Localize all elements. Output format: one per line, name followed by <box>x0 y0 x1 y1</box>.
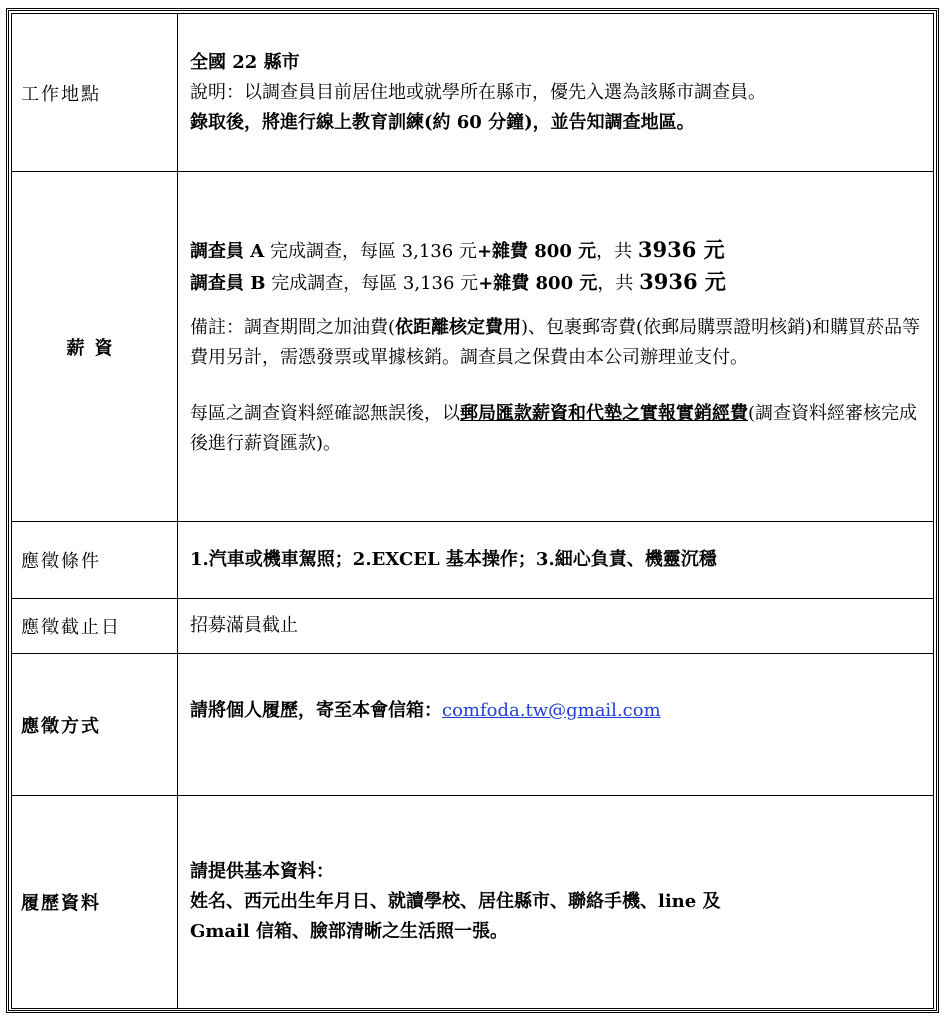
salary-a-bold: +雜費 800 元 <box>476 240 597 262</box>
location-line1: 全國 22 縣市 <box>190 51 300 73</box>
content-method <box>178 654 934 796</box>
location-line2: 說明：以調查員目前居住地或就學所在縣市，優先入選為該縣市調查員。 <box>190 81 766 103</box>
job-info-table <box>11 13 934 1009</box>
salary-pay-underline: 郵局匯款薪資和代墊之實報實銷經費 <box>460 402 748 424</box>
label-requirements: 應徵條件 <box>12 522 178 599</box>
salary-a-prefix: 調查員 A <box>190 240 265 262</box>
salary-a-text: 完成調查，每區 3,136 元 <box>264 240 477 262</box>
method-text: 請將個人履歷，寄至本會信箱： <box>190 700 442 721</box>
salary-note <box>190 313 927 373</box>
salary-pay-2: (調查資料經審核完成後進行薪資匯款)。 <box>190 402 918 454</box>
row-location <box>12 14 934 172</box>
row-requirements <box>12 522 934 599</box>
label-resume: 履歷資料 <box>12 796 178 1009</box>
row-method <box>12 654 934 796</box>
resume-line2: 姓名、西元出生年月日、就讀學校、居住縣市、聯絡手機、line 及 <box>190 891 721 912</box>
row-deadline <box>12 599 934 654</box>
content-salary <box>178 172 934 522</box>
row-resume <box>12 796 934 1009</box>
content-deadline: 招募滿員截止 <box>178 599 934 654</box>
label-location: 工作地點 <box>12 14 178 172</box>
salary-b-total-prefix: ，共 <box>597 272 640 294</box>
salary-note-2: )、包裹郵寄費(依郵局購票證明核銷)和購買菸品等費用另計，需憑發票或單據核銷。調查員之保費由本公司辦理並支付。 <box>190 316 921 368</box>
content-resume <box>178 796 934 1009</box>
salary-pay <box>190 399 927 459</box>
location-line3: 錄取後，將進行線上教育訓練(約 60 分鐘)，並告知調查地區。 <box>190 111 695 133</box>
salary-a <box>190 235 927 267</box>
salary-a-total-prefix: ，共 <box>596 240 638 262</box>
label-method: 應徵方式 <box>12 654 178 796</box>
content-requirements: 1.汽車或機車駕照；2.EXCEL 基本操作；3.細心負責、機靈沉穩 <box>178 522 934 599</box>
salary-a-total: 3936 元 <box>637 236 725 262</box>
label-deadline: 應徵截止日 <box>12 599 178 654</box>
resume-line3: Gmail 信箱、臉部清晰之生活照一張。 <box>190 921 509 942</box>
salary-b <box>190 267 927 299</box>
email-link[interactable]: comfoda.tw@gmail.com <box>442 700 661 721</box>
salary-note-bold: 依距離核定費用 <box>395 316 522 338</box>
label-salary: 薪資 <box>12 172 178 522</box>
resume-line1: 請提供基本資料： <box>190 861 334 882</box>
content-location <box>178 14 934 172</box>
salary-note-1: 備註：調查期間之加油費( <box>190 316 396 338</box>
salary-b-total: 3936 元 <box>639 268 726 294</box>
salary-pay-1: 每區之調查資料經確認無誤後，以 <box>190 402 460 424</box>
row-salary <box>12 172 934 522</box>
salary-b-text: 完成調查，每區 3,136 元 <box>265 272 479 294</box>
salary-b-prefix: 調查員 B <box>190 272 266 294</box>
salary-b-bold: +雜費 800 元 <box>478 272 598 294</box>
